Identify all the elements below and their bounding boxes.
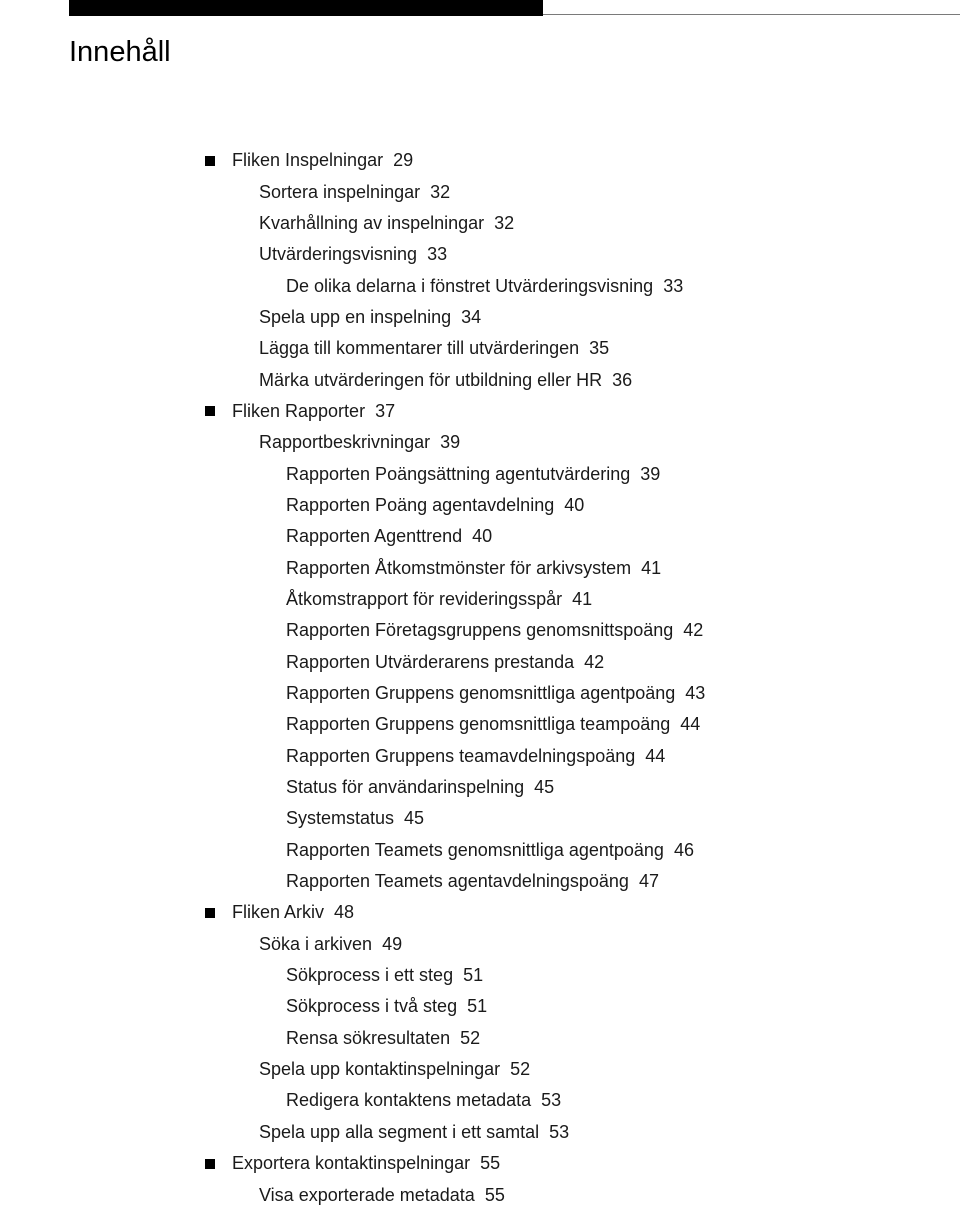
toc-entry[interactable]	[0, 364, 960, 395]
toc-entry[interactable]	[0, 866, 960, 897]
toc-entry-title: Märka utvärderingen för utbildning eller HR	[259, 369, 603, 390]
toc-entry-page-number: 53	[549, 1121, 570, 1142]
toc-entry-page-number: 43	[685, 683, 706, 704]
toc-entry-page-number: 49	[382, 933, 403, 954]
toc-entry[interactable]	[0, 1054, 960, 1085]
toc-entry[interactable]	[0, 145, 960, 176]
toc-entry[interactable]	[0, 333, 960, 364]
toc-entry-page-number: 39	[440, 432, 461, 453]
toc-entry[interactable]	[0, 897, 960, 928]
toc-entry-title: Sökprocess i två steg	[286, 996, 458, 1017]
toc-entry[interactable]	[0, 270, 960, 301]
toc-entry[interactable]	[0, 396, 960, 427]
toc-entry-page-number: 32	[430, 181, 451, 202]
toc-entry-title: Åtkomstrapport för revideringsspår	[286, 588, 563, 609]
toc-entry[interactable]	[0, 427, 960, 458]
toc-entry[interactable]	[0, 1148, 960, 1179]
toc-entry-title: Lägga till kommentarer till utvärderingen	[259, 338, 580, 359]
toc-entry-page-number: 36	[612, 369, 633, 390]
toc-entry-title: Utvärderingsvisning	[259, 244, 418, 265]
toc-entry-title: Kvarhållning av inspelningar	[259, 212, 485, 233]
toc-entry[interactable]	[0, 709, 960, 740]
toc-entry-title: Rensa sökresultaten	[286, 1027, 451, 1048]
toc-entry[interactable]	[0, 1117, 960, 1148]
toc-entry[interactable]	[0, 521, 960, 552]
toc-entry-title: Rapporten Teamets genomsnittliga agentpoäng	[286, 839, 664, 860]
toc-entry-page-number: 35	[589, 338, 610, 359]
toc-entry[interactable]	[0, 239, 960, 270]
toc-entry-title: Rapporten Gruppens genomsnittliga teampoäng	[286, 714, 671, 735]
toc-entry-page-number: 34	[461, 306, 482, 327]
toc-entry[interactable]	[0, 302, 960, 333]
toc-entry-title: Rapporten Poäng agentavdelning	[286, 494, 555, 515]
toc-entry[interactable]	[0, 615, 960, 646]
toc-entry-page-number: 55	[484, 1184, 505, 1205]
toc-entry[interactable]	[0, 772, 960, 803]
toc-entry-title: Status för användarinspelning	[286, 777, 525, 798]
toc-entry-page-number: 40	[564, 494, 585, 515]
toc-entry[interactable]	[0, 584, 960, 615]
toc-entry[interactable]	[0, 490, 960, 521]
toc-entry-title: Rapporten Agenttrend	[286, 526, 463, 547]
toc-entry[interactable]	[0, 678, 960, 709]
toc-entry-title: Sortera inspelningar	[259, 181, 421, 202]
toc-entry[interactable]	[0, 458, 960, 489]
square-bullet-icon	[205, 156, 215, 166]
header-bar	[69, 0, 543, 16]
toc-entry-page-number: 44	[645, 745, 666, 766]
toc-entry[interactable]	[0, 960, 960, 991]
toc-entry-title: Fliken Arkiv	[232, 902, 325, 923]
square-bullet-icon	[205, 908, 215, 918]
toc-entry-page-number: 47	[638, 871, 659, 892]
toc-entry-page-number: 46	[673, 839, 694, 860]
toc-entry-title: Visa exporterade metadata	[259, 1184, 475, 1205]
toc-entry-title: Rapporten Poängsättning agentutvärdering	[286, 463, 631, 484]
toc-entry-title: Spela upp alla segment i ett samtal	[259, 1121, 540, 1142]
toc-entry-page-number: 45	[404, 808, 425, 829]
toc-entry-title: Sökprocess i ett steg	[286, 965, 454, 986]
toc-entry-title: Exportera kontaktinspelningar	[232, 1153, 471, 1174]
toc-entry-page-number: 41	[641, 557, 662, 578]
toc-entry[interactable]	[0, 208, 960, 239]
toc-entry-title: Spela upp en inspelning	[259, 306, 452, 327]
toc-entry[interactable]	[0, 991, 960, 1022]
header-rule	[543, 14, 960, 15]
toc-entry[interactable]	[0, 741, 960, 772]
toc-entry-title: Redigera kontaktens metadata	[286, 1090, 532, 1111]
toc-entry-page-number: 41	[572, 588, 593, 609]
toc-entry-page-number: 42	[584, 651, 605, 672]
toc-entry-title: Söka i arkiven	[259, 933, 373, 954]
toc-entry-title: Rapporten Teamets agentavdelningspoäng	[286, 871, 629, 892]
toc-entry[interactable]	[0, 176, 960, 207]
toc-entry-page-number: 48	[334, 902, 355, 923]
table-of-contents	[0, 145, 960, 1211]
toc-entry[interactable]	[0, 1179, 960, 1210]
toc-entry-title: Rapporten Gruppens genomsnittliga agentpoäng	[286, 683, 676, 704]
toc-entry-page-number: 40	[472, 526, 493, 547]
toc-entry-page-number: 52	[460, 1027, 481, 1048]
toc-entry[interactable]	[0, 929, 960, 960]
toc-entry-page-number: 32	[494, 212, 515, 233]
toc-entry-page-number: 51	[463, 965, 484, 986]
toc-entry-page-number: 29	[393, 150, 414, 171]
toc-entry-page-number: 42	[683, 620, 704, 641]
toc-entry[interactable]	[0, 835, 960, 866]
toc-entry-title: De olika delarna i fönstret Utvärderingsvisning	[286, 275, 654, 296]
toc-entry-title: Rapporten Utvärderarens prestanda	[286, 651, 575, 672]
toc-entry-page-number: 55	[480, 1153, 501, 1174]
toc-entry-page-number: 33	[427, 244, 448, 265]
toc-entry-page-number: 53	[541, 1090, 562, 1111]
toc-entry-page-number: 33	[663, 275, 684, 296]
toc-entry-title: Systemstatus	[286, 808, 395, 829]
toc-entry-page-number: 39	[640, 463, 661, 484]
square-bullet-icon	[205, 406, 215, 416]
square-bullet-icon	[205, 1159, 215, 1169]
toc-entry-page-number: 44	[680, 714, 701, 735]
toc-entry-title: Rapportbeskrivningar	[259, 432, 431, 453]
toc-entry-page-number: 51	[467, 996, 488, 1017]
toc-entry[interactable]	[0, 803, 960, 834]
toc-entry[interactable]	[0, 552, 960, 583]
toc-entry-title: Rapporten Företagsgruppens genomsnittspoäng	[286, 620, 674, 641]
toc-entry-page-number: 45	[534, 777, 555, 798]
page-title: Innehåll	[69, 36, 171, 68]
toc-entry[interactable]	[0, 1085, 960, 1116]
toc-entry[interactable]	[0, 647, 960, 678]
toc-entry-title: Fliken Rapporter	[232, 400, 366, 421]
toc-entry-title: Fliken Inspelningar	[232, 150, 384, 171]
toc-entry-page-number: 52	[510, 1059, 531, 1080]
toc-entry-title: Rapporten Åtkomstmönster för arkivsystem	[286, 557, 632, 578]
toc-entry[interactable]	[0, 1023, 960, 1054]
toc-entry-page-number: 37	[375, 400, 396, 421]
toc-entry-title: Spela upp kontaktinspelningar	[259, 1059, 501, 1080]
toc-entry-title: Rapporten Gruppens teamavdelningspoäng	[286, 745, 636, 766]
